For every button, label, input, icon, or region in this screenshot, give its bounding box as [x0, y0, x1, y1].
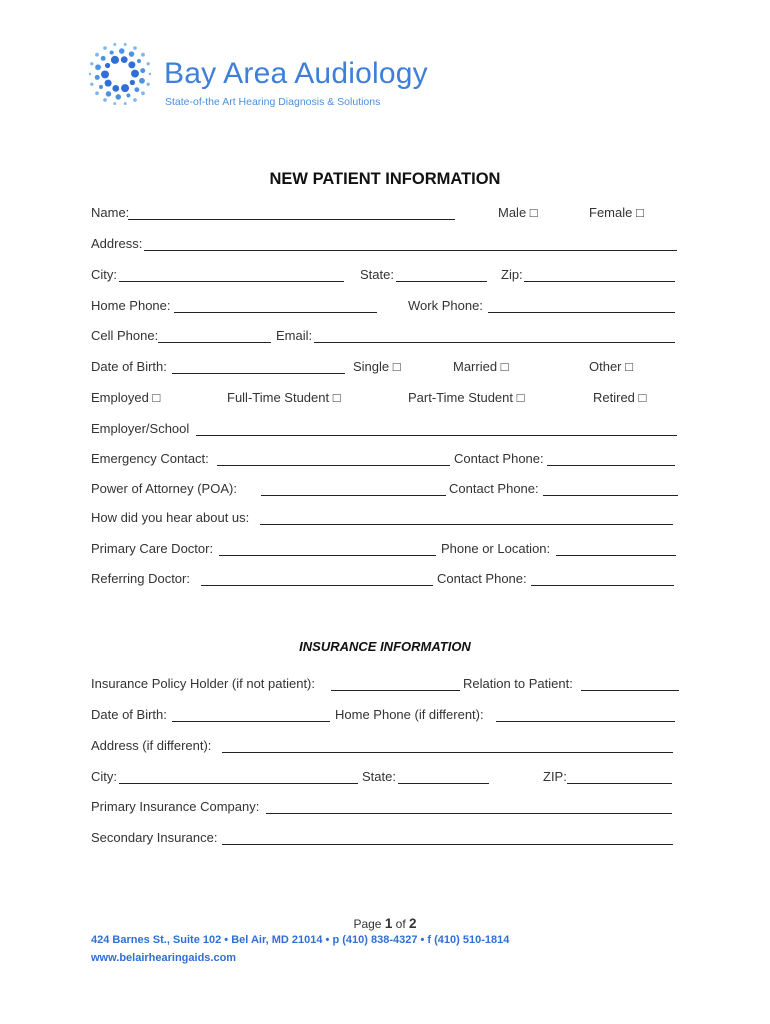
emergency-phone-label: Contact Phone:	[454, 451, 544, 466]
logo-dot	[99, 85, 103, 89]
logo-dot	[101, 56, 106, 61]
employer-field[interactable]	[196, 435, 677, 436]
address-label: Address:	[91, 236, 143, 251]
logo-dot	[126, 93, 130, 97]
ins-state-field[interactable]	[398, 783, 489, 784]
secondary-insurance-field[interactable]	[222, 844, 673, 845]
work-phone-field[interactable]	[488, 312, 675, 313]
primary-insurance-label: Primary Insurance Company:	[91, 799, 260, 814]
poa-label: Power of Attorney (POA):	[91, 481, 237, 496]
secondary-insurance-label: Secondary Insurance:	[91, 830, 218, 845]
employer-label: Employer/School	[91, 421, 190, 436]
logo-dot	[103, 46, 107, 50]
logo-dot	[113, 43, 116, 46]
logo-dot	[90, 83, 93, 86]
logo-dot	[113, 102, 116, 105]
state-label: State:	[360, 267, 394, 282]
primary-insurance-field[interactable]	[266, 813, 672, 814]
logo-dot	[149, 73, 151, 75]
female-checkbox[interactable]: Female □	[589, 205, 644, 220]
emergency-contact-label: Emergency Contact:	[91, 451, 209, 466]
phone-location-label: Phone or Location:	[441, 541, 551, 556]
married-checkbox[interactable]: Married □	[453, 359, 509, 374]
logo-dot	[95, 64, 101, 70]
cell-phone-field[interactable]	[158, 342, 271, 343]
retired-checkbox[interactable]: Retired □	[593, 390, 647, 405]
dob-field[interactable]	[172, 373, 345, 374]
address-field[interactable]	[144, 250, 677, 251]
insurance-section-title: INSURANCE INFORMATION	[299, 639, 471, 654]
logo-dot	[101, 70, 109, 78]
ins-state-label: State:	[362, 769, 396, 784]
page-title: NEW PATIENT INFORMATION	[269, 170, 501, 188]
policy-holder-label: Insurance Policy Holder (if not patient):	[91, 676, 315, 691]
logo-dot	[137, 59, 141, 63]
page-of: of	[392, 917, 410, 931]
email-field[interactable]	[314, 342, 675, 343]
logo-dot	[133, 98, 137, 102]
emergency-contact-field[interactable]	[217, 465, 450, 466]
logo-dot	[121, 84, 129, 92]
ins-address-field[interactable]	[222, 752, 673, 753]
poa-phone-label: Contact Phone:	[449, 481, 539, 496]
cell-phone-label: Cell Phone:	[91, 328, 159, 343]
logo-dot	[129, 51, 135, 57]
state-field[interactable]	[396, 281, 487, 282]
relation-field[interactable]	[581, 690, 679, 691]
emergency-phone-field[interactable]	[547, 465, 675, 466]
brand-name: Bay Area Audiology	[164, 57, 428, 90]
name-label: Name:	[91, 205, 130, 220]
single-checkbox[interactable]: Single □	[353, 359, 401, 374]
male-checkbox[interactable]: Male □	[498, 205, 538, 220]
ins-zip-field[interactable]	[567, 783, 672, 784]
logo-dot	[124, 43, 127, 46]
fulltime-student-checkbox[interactable]: Full-Time Student □	[227, 390, 341, 405]
footer-contact: 424 Barnes St., Suite 102 • Bel Air, MD 21014 • p (410) 838-4327 • f (410) 510-1814	[91, 934, 510, 946]
ins-dob-label: Date of Birth:	[91, 707, 167, 722]
ins-home-phone-field[interactable]	[496, 721, 675, 722]
referring-doctor-field[interactable]	[201, 585, 433, 586]
logo-dot	[147, 62, 150, 65]
logo-dot	[121, 56, 128, 63]
logo-dot	[115, 94, 121, 100]
page-prefix: Page	[353, 917, 385, 931]
page-current: 1	[384, 916, 393, 931]
brand-tagline: State-of-the Art Hearing Diagnosis & Solutions	[165, 96, 381, 108]
employed-checkbox[interactable]: Employed □	[91, 390, 161, 405]
dob-label: Date of Birth:	[91, 359, 167, 374]
logo-dot	[141, 91, 145, 95]
logo-dot	[147, 83, 150, 86]
referring-phone-field[interactable]	[531, 585, 674, 586]
logo-dot	[119, 48, 125, 54]
logo-dot	[128, 61, 135, 68]
city-label: City:	[91, 267, 117, 282]
logo-dot	[140, 68, 145, 73]
logo-dot	[134, 87, 139, 92]
home-phone-field[interactable]	[174, 312, 377, 313]
work-phone-label: Work Phone:	[408, 298, 483, 313]
ins-home-phone-label: Home Phone (if different):	[335, 707, 484, 722]
primary-doctor-field[interactable]	[219, 555, 436, 556]
logo-dot	[124, 102, 127, 105]
footer-website[interactable]: www.belairhearingaids.com	[91, 952, 237, 964]
hearing-dots-logo-icon	[86, 40, 162, 116]
ins-dob-field[interactable]	[172, 721, 330, 722]
logo-dot	[105, 63, 110, 68]
logo-dot	[111, 56, 119, 64]
primary-doctor-label: Primary Care Doctor:	[91, 541, 214, 556]
logo-dot	[95, 91, 99, 95]
logo-dot	[90, 62, 93, 65]
heard-about-field[interactable]	[260, 524, 673, 525]
relation-label: Relation to Patient:	[463, 676, 573, 691]
ins-address-label: Address (if different):	[91, 738, 212, 753]
ins-zip-label: ZIP:	[543, 769, 567, 784]
logo-dot	[141, 53, 145, 57]
logo-dot	[131, 70, 139, 78]
logo-dot	[133, 46, 137, 50]
page-number	[0, 916, 770, 931]
zip-field[interactable]	[524, 281, 675, 282]
poa-phone-field[interactable]	[543, 495, 678, 496]
page-total: 2	[409, 916, 417, 931]
ins-city-label: City:	[91, 769, 117, 784]
city-field[interactable]	[119, 281, 344, 282]
phone-location-field[interactable]	[556, 555, 676, 556]
ins-city-field[interactable]	[119, 783, 358, 784]
logo-dot	[110, 51, 114, 55]
other-checkbox[interactable]: Other □	[589, 359, 633, 374]
logo-dot	[130, 80, 135, 85]
poa-field[interactable]	[261, 495, 446, 496]
logo-dot	[103, 98, 107, 102]
referring-doctor-label: Referring Doctor:	[91, 571, 190, 586]
referring-phone-label: Contact Phone:	[437, 571, 527, 586]
logo-dot	[89, 73, 91, 75]
parttime-student-checkbox[interactable]: Part-Time Student □	[408, 390, 525, 405]
name-field[interactable]	[128, 219, 455, 220]
logo-dot	[95, 53, 99, 57]
logo-dot	[139, 78, 145, 84]
zip-label: Zip:	[501, 267, 523, 282]
logo-dot	[95, 75, 100, 80]
logo-dot	[106, 91, 112, 97]
heard-about-label: How did you hear about us:	[91, 510, 250, 525]
email-label: Email:	[276, 328, 313, 343]
logo-dot	[112, 85, 119, 92]
home-phone-label: Home Phone:	[91, 298, 171, 313]
policy-holder-field[interactable]	[331, 690, 460, 691]
logo-dot	[105, 80, 112, 87]
